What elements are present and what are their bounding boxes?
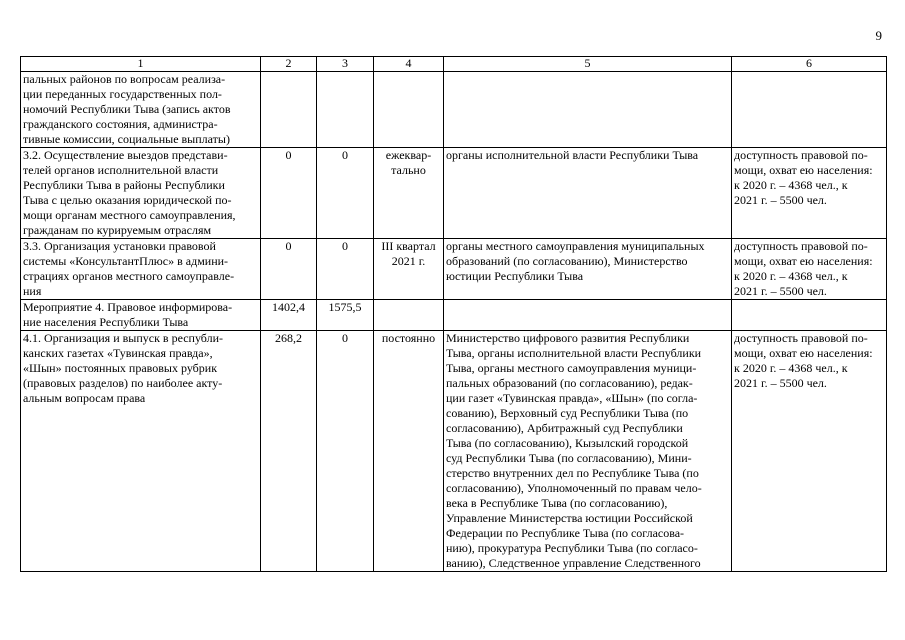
column-header: 6: [732, 57, 887, 72]
table-row: [21, 300, 887, 331]
period-cell: [374, 300, 444, 331]
responsible-cell: [444, 300, 732, 331]
responsible-cell: органы местного самоуправления муниципальных образований (по согласованию), Министерство юстиции Республики Тыва: [444, 239, 732, 300]
value-col2: 268,2: [261, 331, 317, 572]
period-cell: [374, 72, 444, 148]
value-col2: 0: [261, 148, 317, 239]
column-header: 2: [261, 57, 317, 72]
table-row: [21, 239, 887, 300]
table-header-row: [21, 57, 887, 72]
value-col3: 0: [317, 239, 374, 300]
value-col2: 0: [261, 239, 317, 300]
result-cell: [732, 300, 887, 331]
result-cell: доступность правовой по- мощи, охват ею населения: к 2020 г. – 4368 чел., к 2021 г. – 5500 чел.: [732, 148, 887, 239]
measure-description: 3.2. Осуществление выездов представи- телей органов исполнительной власти Республики Тыва в районы Республики Тыва с целью оказания юридической по- мощи органам местного самоуправления, гражданам по курируемым отраслям: [21, 148, 261, 239]
period-cell: III квартал 2021 г.: [374, 239, 444, 300]
value-col2: [261, 72, 317, 148]
result-cell: [732, 72, 887, 148]
period-cell: ежеквар- тально: [374, 148, 444, 239]
value-col2: 1402,4: [261, 300, 317, 331]
column-header: 4: [374, 57, 444, 72]
table-row: [21, 148, 887, 239]
responsible-cell: [444, 72, 732, 148]
responsible-cell: органы исполнительной власти Республики Тыва: [444, 148, 732, 239]
table-row: [21, 331, 887, 572]
responsible-cell: Министерство цифрового развития Республики Тыва, органы исполнительной власти Республики Тыва, органы местного самоуправления муници- пальных образований (по согласованию), редак- ции газет «Тувинская правда», «Шын» (по согла- сованию), Верховный суд Республики Тыва (по согласованию), Арбитражный суд Республики Тыва (по согласованию), Кызылский городской суд Республики Тыва (по согласованию), Мини- стерство внутренних дел по Республике Тыва (по согласованию), Уполномоченный по правам чело- века в Республике Тыва (по согласованию), Управление Министерства юстиции Российской Федерации по Республике Тыва (по согласова- нию), прокуратура Республики Тыва (по согласо- ванию), Следственное управление Следственного: [444, 331, 732, 572]
measure-description: пальных районов по вопросам реализа- ции переданных государственных пол- номочий Республики Тыва (запись актов гражданского состояния, администра- тивные комиссии, социальные выплаты): [21, 72, 261, 148]
value-col3: 0: [317, 331, 374, 572]
result-cell: доступность правовой по- мощи, охват ею населения: к 2020 г. – 4368 чел., к 2021 г. – 5500 чел.: [732, 331, 887, 572]
column-header: 1: [21, 57, 261, 72]
measures-table: [20, 56, 887, 572]
value-col3: [317, 72, 374, 148]
page-number: 9: [875, 28, 882, 43]
result-cell: доступность правовой по- мощи, охват ею населения: к 2020 г. – 4368 чел., к 2021 г. – 5500 чел.: [732, 239, 887, 300]
measure-description: 3.3. Организация установки правовой системы «КонсультантПлюс» в админи- страциях органов местного самоуправле- ния: [21, 239, 261, 300]
column-header: 3: [317, 57, 374, 72]
measure-description: 4.1. Организация и выпуск в республи- канских газетах «Тувинская правда», «Шын» постоянных правовых рубрик (правовых разделов) по наиболее акту- альным вопросам права: [21, 331, 261, 572]
period-cell: постоянно: [374, 331, 444, 572]
table-row: [21, 72, 887, 148]
value-col3: 1575,5: [317, 300, 374, 331]
measure-description: Мероприятие 4. Правовое информирова- ние населения Республики Тыва: [21, 300, 261, 331]
value-col3: 0: [317, 148, 374, 239]
column-header: 5: [444, 57, 732, 72]
